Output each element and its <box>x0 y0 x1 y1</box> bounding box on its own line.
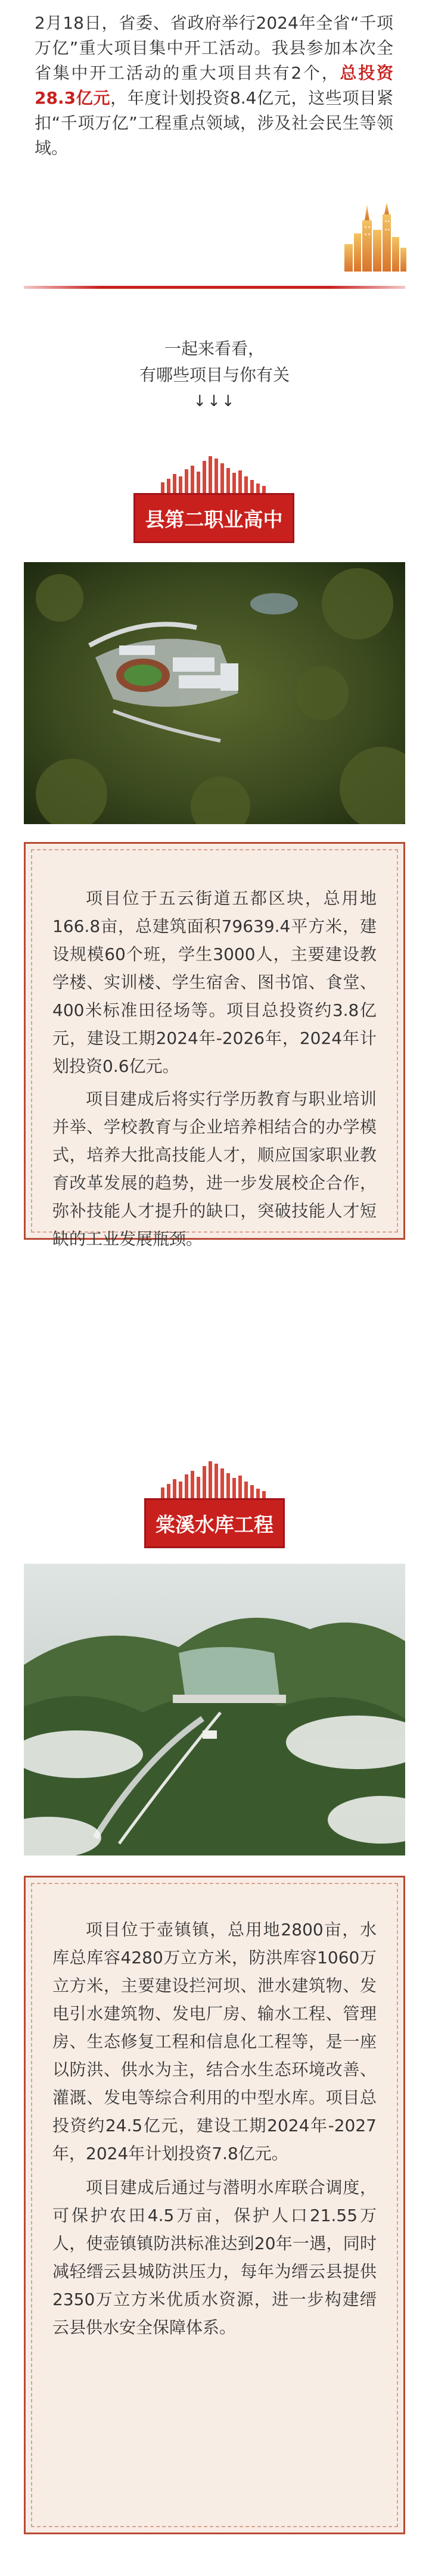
intro-text-before: 2月18日，省委、省政府举行2024年全省“千项万亿”重大项目集中开工活动。我县参加本次全省集中开工活动的重大项目共有2个， <box>35 13 393 83</box>
intro-text-after: ，年度计划投资8.4亿元，这些项目紧扣“千项万亿”工程重点领域，涉及社会民生等领域。 <box>35 88 393 158</box>
project2-reservoir-photo <box>24 1564 405 1855</box>
together-line-1: 一起来看看， <box>164 339 265 358</box>
down-arrows-icon: ↓↓↓ <box>193 392 236 410</box>
investment-highlight: 总投资28.3亿元 <box>35 63 393 108</box>
project2-title: 棠溪水库工程 <box>144 1498 285 1548</box>
project2-paragraph-1: 项目位于壶镇镇，总用地2800亩，水库总库容4280万立方米，防洪库容1060万立方米，主要建设拦河坝、泄水建筑物、发电引水建筑物、发电厂房、输水工程、管理房、生态修复工程和信息化工程等，是一座以防洪、供水为主，结合水生态环境改善、灌溉、发电等综合利用的中型水库。项目总投资约24.5亿元，建设工期2024年-2027年，2024年计划投资7.8亿元。 <box>52 1920 377 2163</box>
project1-title: 县第二职业高中 <box>133 493 294 543</box>
project1-paragraph-1: 项目位于五云街道五都区块，总用地166.8亩，总建筑面积79639.4平方米，建设规模60个班，学生3000人，主要建设教学楼、实训楼、学生宿舍、图书馆、食堂、400米标准田径场等。项目总投资约3.8亿元，建设工期2024年-2026年，2024年计划投资0.6亿元。 <box>52 888 377 1076</box>
intro-paragraph <box>35 11 393 161</box>
red-bars-decoration-icon <box>155 453 274 494</box>
together-heading <box>0 336 429 414</box>
building-silhouette-icon <box>342 202 408 274</box>
project2-paragraph-2: 项目建成后通过与潜明水库联合调度，可保护农田4.5万亩，保护人口21.55万人，使壶镇镇防洪标准达到20年一遇，同时减轻缙云县城防洪压力，每年为缙云县提供2350万立方米优质水资源，进一步构建缙云县供水安全保障体系。 <box>52 2178 377 2337</box>
project1-aerial-photo <box>24 562 405 824</box>
project1-description-box <box>24 842 405 1249</box>
red-bars-decoration-icon <box>155 1458 274 1499</box>
together-line-2: 有哪些项目与你有关 <box>139 365 290 385</box>
project1-paragraph-2: 项目建成后将实行学历教育与职业培训并举、学校教育与企业培养相结合的办学模式，培养大批高技能人才，顺应国家职业教育改革发展的趋势，进一步发展校企合作，弥补技能人才提升的缺口，突破技能人才短缺的工业发展瓶颈。 <box>52 1089 377 1249</box>
section-divider <box>24 286 405 289</box>
project2-description-box <box>24 1876 405 2534</box>
